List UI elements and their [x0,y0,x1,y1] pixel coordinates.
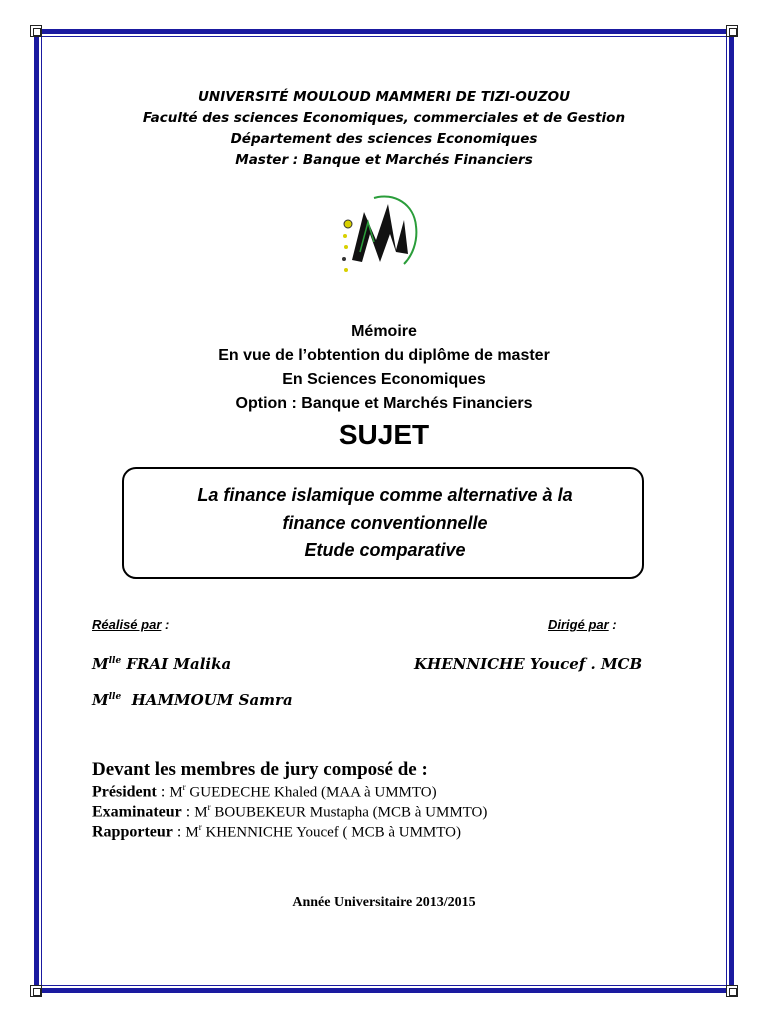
jury-role: Examinateur [92,803,182,821]
faculty-name: Faculté des sciences Economiques, commerciales et de Gestion [142,110,626,126]
jury-title: Devant les membres de jury composé de : [92,759,428,780]
academic-year: Année Universitaire 2013/2015 [292,895,476,910]
supervisor-label-colon: : [608,617,617,632]
author-1-prefix: M [92,655,109,673]
jury-prefix: M [169,784,183,801]
thesis-purpose: En vue de l’obtention du diplôme de master [218,347,550,364]
subject-line-3: Etude comparative [304,540,466,560]
subject-box [122,467,644,579]
corner-ornament-top-left [30,25,42,37]
jury-sep: : [172,823,186,841]
jury-member-rapporteur [92,822,461,841]
thesis-option: Option : Banque et Marchés Financiers [235,395,533,412]
corner-ornament-bottom-left [30,985,42,997]
authors-label-colon: : [161,617,170,632]
jury-name: BOUBEKEUR Mustapha (MCB à UMMTO) [210,804,488,821]
author-2-title-sup: lle [108,692,122,702]
jury-prefix: M [194,804,208,821]
author-1-name: FRAI Malika [121,655,232,673]
authors-label-text: Réalisé par [92,617,162,632]
subject-line-1: La finance islamique comme alternative à la [197,485,573,505]
master-program: Master : Banque et Marchés Financiers [235,152,533,168]
jury-sup: r [207,802,211,812]
jury-sep: : [181,803,195,821]
authors-label [92,617,169,632]
jury-member-president [92,782,437,801]
jury-sup: r [198,822,202,832]
subject-line-2: finance conventionnelle [282,513,488,533]
subject-heading: SUJET [338,419,430,450]
jury-member-examinateur [92,802,487,821]
jury-role: Rapporteur [92,823,173,841]
supervisor-label-text: Dirigé par [548,617,609,632]
author-2-prefix: M [92,691,109,709]
thesis-field: En Sciences Economiques [282,371,486,388]
supervisor-label [548,617,617,632]
corner-ornament-bottom-right [726,985,738,997]
jury-name: GUEDECHE Khaled (MAA à UMMTO) [185,784,437,801]
jury-sep: : [156,783,170,801]
corner-ornament-top-right [726,25,738,37]
university-logo-icon [334,190,424,280]
university-name: UNIVERSITÉ MOULOUD MAMMERI DE TIZI-OUZOU [197,89,571,105]
jury-role: Président [92,783,157,801]
author-1 [92,655,231,673]
jury-sup: r [182,782,186,792]
supervisor-name: KHENNICHE Youcef . MCB [414,655,643,673]
author-2 [92,691,293,709]
department-name: Département des sciences Economiques [230,131,538,147]
thesis-type: Mémoire [351,323,417,340]
jury-name: KHENNICHE Youcef ( MCB à UMMTO) [201,824,461,841]
jury-prefix: M [185,824,199,841]
author-1-title-sup: lle [108,656,122,666]
author-2-name: HAMMOUM Samra [121,691,293,709]
